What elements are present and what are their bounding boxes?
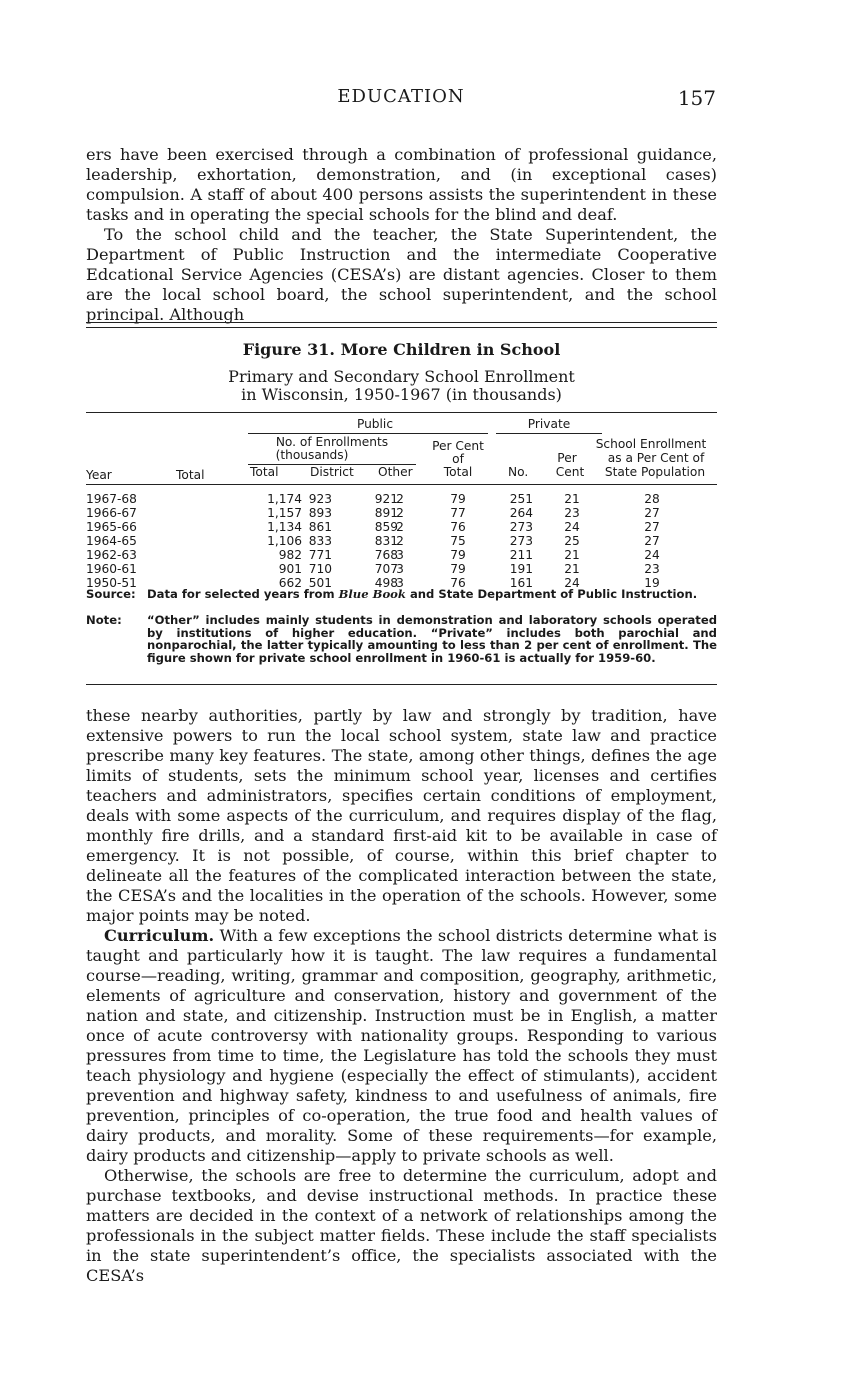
header-se-2: as a Per Cent of [607, 451, 705, 465]
running-title: EDUCATION [337, 86, 465, 107]
cell-school-enrollment: 27 [644, 506, 660, 520]
cell-public-total: 771 [308, 548, 332, 562]
cell-private-pct: 21 [564, 548, 580, 562]
cell-other: 3 [396, 576, 404, 590]
source-text-pre: Data for selected years from [147, 587, 335, 601]
source-text-post: and State Department of Public Instruction. [409, 587, 698, 601]
note-label: Note: [86, 613, 122, 627]
cell-total: 662 [278, 576, 302, 590]
cell-private-pct: 24 [564, 576, 580, 590]
page-number: 157 [677, 86, 716, 110]
figure-title: Figure 31. More Children in School [242, 340, 561, 359]
cell-pct: 79 [450, 562, 466, 576]
table-row [86, 520, 717, 534]
header-enroll-2: (thousands) [275, 448, 349, 462]
cell-school-enrollment: 19 [644, 576, 660, 590]
cell-year: 1967-68 [86, 492, 137, 506]
header-total: Total [176, 468, 205, 482]
cell-private-pct: 24 [564, 520, 580, 534]
header-public: Public [356, 417, 394, 431]
header-public-total: Total [250, 465, 279, 479]
table-row [86, 492, 717, 506]
cell-private-pct: 23 [564, 506, 580, 520]
cell-private-no: 211 [509, 548, 533, 562]
cell-total: 901 [278, 562, 302, 576]
cell-district: 498 [374, 576, 398, 590]
header-year: Year [86, 468, 112, 482]
paragraph-agencies: To the school child and the teacher, the State Superintendent, the Department of Public Instruction and the intermediate Cooperative Edcational Service Agencies (CESA’s) are distant agencies. Closer to them are the local school board, the school superintendent, and the school principal. Although [86, 225, 717, 324]
cell-private-pct: 25 [564, 534, 580, 548]
cell-pct: 75 [450, 534, 466, 548]
cell-public-total: 710 [308, 562, 332, 576]
table-row [86, 534, 717, 548]
top-text [86, 145, 717, 325]
paragraph-otherwise: Otherwise, the schools are free to determine the curriculum, adopt and purchase textbooks, and devise instructional methods. In practice these matters are decided in the context of a network of relationships among the professionals in the subject matter fields. These include the staff specialists in the state superintendent’s office, the specialists associated with the CESA’s [86, 1166, 717, 1285]
source-text-italic: Blue Book [338, 587, 406, 601]
cell-other: 2 [396, 520, 404, 534]
cell-district: 921 [374, 492, 398, 506]
cell-total: 982 [278, 548, 302, 562]
table-row [86, 562, 717, 576]
table-note [86, 614, 717, 680]
table-row [86, 506, 717, 520]
cell-year: 1962-63 [86, 548, 137, 562]
cell-year: 1950-51 [86, 576, 137, 590]
cell-other: 2 [396, 492, 404, 506]
cell-school-enrollment: 28 [644, 492, 660, 506]
cell-pct: 77 [450, 506, 466, 520]
header-district: District [310, 465, 354, 479]
cell-total: 1,134 [267, 520, 302, 534]
cell-district: 859 [374, 520, 398, 534]
cell-public-total: 833 [308, 534, 332, 548]
cell-other: 3 [396, 548, 404, 562]
header-pct-2: of [452, 452, 464, 466]
header-pct-3: Total [443, 465, 473, 479]
header-private: Private [527, 417, 571, 431]
header-per: Per [557, 451, 577, 465]
cell-school-enrollment: 23 [644, 562, 660, 576]
cell-total: 1,174 [267, 492, 302, 506]
cell-private-no: 161 [509, 576, 533, 590]
cell-private-pct: 21 [564, 562, 580, 576]
paragraph-curriculum [86, 926, 717, 1166]
running-header [86, 86, 716, 116]
header-other: Other [378, 465, 413, 479]
bottom-text [86, 706, 717, 1286]
cell-district: 891 [374, 506, 398, 520]
cell-pct: 79 [450, 548, 466, 562]
paragraph-authorities: these nearby authorities, partly by law and strongly by tradition, have extensive powers to run the local school system, state law and practice prescribe many key features. The state, among other things, defines the age limits of students, sets the minimum school year, licenses and certifies teachers and administrators, specifies certain conditions of employment, deals with some aspects of the curriculum, and requires display of the flag, monthly fire drills, and a standard first-aid kit to be available in case of emergency. It is not possible, of course, within this brief chapter to delineate all the features of the complicated interaction between the state, the CESA’s and the localities in the operation of the schools. However, some major points may be noted. [86, 706, 717, 925]
table-top-rule [86, 412, 717, 413]
cell-other: 3 [396, 562, 404, 576]
cell-pct: 76 [450, 520, 466, 534]
cell-private-no: 191 [509, 562, 533, 576]
figure-subtitle-1: Primary and Secondary School Enrollment [228, 367, 575, 386]
source-text [147, 588, 717, 601]
figure-top-rule [86, 322, 717, 323]
header-pct-1: Per Cent [432, 439, 484, 453]
cell-year: 1960-61 [86, 562, 137, 576]
header-se-1: School Enrollment [595, 437, 707, 451]
cell-district: 831 [374, 534, 398, 548]
note-text: “Other” includes mainly students in demonstration and laboratory schools operated by institutions of higher education. “Private” includes both parochial and nonparochial, the latter typically amounting to less than 2 per cent of enrollment. The figure shown for private school enrollment in 1960-61 is actually for 1959-60. [147, 613, 717, 665]
cell-private-no: 273 [509, 520, 533, 534]
cell-other: 2 [396, 534, 404, 548]
cell-private-pct: 21 [564, 492, 580, 506]
figure-subtitle-2: in Wisconsin, 1950-1967 (in thousands) [241, 385, 562, 404]
figure-top-rule-2 [86, 327, 717, 328]
paragraph-continued: ers have been exercised through a combination of professional guidance, leadership, exhortation, demonstration, and (in exceptional cases) compulsion. A staff of about 400 persons assists the superintendent in these tasks and in operating the special schools for the blind and deaf. [86, 145, 717, 224]
cell-other: 2 [396, 506, 404, 520]
table-row [86, 548, 717, 562]
figure-bottom-rule [86, 684, 717, 685]
curriculum-heading: Curriculum. [104, 926, 215, 945]
cell-private-no: 264 [509, 506, 533, 520]
private-rule [496, 433, 602, 434]
cell-district: 768 [374, 548, 398, 562]
cell-public-total: 893 [308, 506, 332, 520]
cell-year: 1966-67 [86, 506, 137, 520]
header-cent: Cent [555, 465, 585, 479]
cell-pct: 79 [450, 492, 466, 506]
public-rule [248, 433, 488, 434]
cell-total: 1,157 [267, 506, 302, 520]
curriculum-text: With a few exceptions the school districts determine what is taught and particularly how it is taught. The law requires a fundamental course—reading, writing, grammar and composition, geography, arithmetic, elements of agriculture and conservation, history and government of the nation and state, and citizenship. Instruction must be in English, a matter once of acute controversy with nationality groups. Responding to various pressures from time to time, the Legislature has told the schools they must teach physiology and hygiene (especially the effect of stimulants), accident prevention and highway safety, kindness to and usefulness of animals, fire prevention, principles of co-operation, the true food and health values of dairy products, and morality. Some of these requirements—for example, dairy products and citizenship—apply to private schools as well. [86, 926, 717, 1165]
cell-year: 1965-66 [86, 520, 137, 534]
cell-public-total: 861 [308, 520, 332, 534]
cell-school-enrollment: 27 [644, 520, 660, 534]
header-bottom-rule [86, 484, 717, 485]
cell-school-enrollment: 24 [644, 548, 660, 562]
table-source [86, 588, 717, 614]
cell-school-enrollment: 27 [644, 534, 660, 548]
cell-district: 707 [374, 562, 398, 576]
cell-year: 1964-65 [86, 534, 137, 548]
cell-pct: 76 [450, 576, 466, 590]
source-label: Source: [86, 587, 136, 601]
cell-public-total: 923 [308, 492, 332, 506]
cell-total: 1,106 [267, 534, 302, 548]
cell-private-no: 251 [509, 492, 533, 506]
cell-private-no: 273 [509, 534, 533, 548]
header-se-3: State Population [604, 465, 706, 479]
header-no: No. [508, 465, 529, 479]
cell-public-total: 501 [308, 576, 332, 590]
header-enroll-1: No. of Enrollments [275, 435, 389, 449]
